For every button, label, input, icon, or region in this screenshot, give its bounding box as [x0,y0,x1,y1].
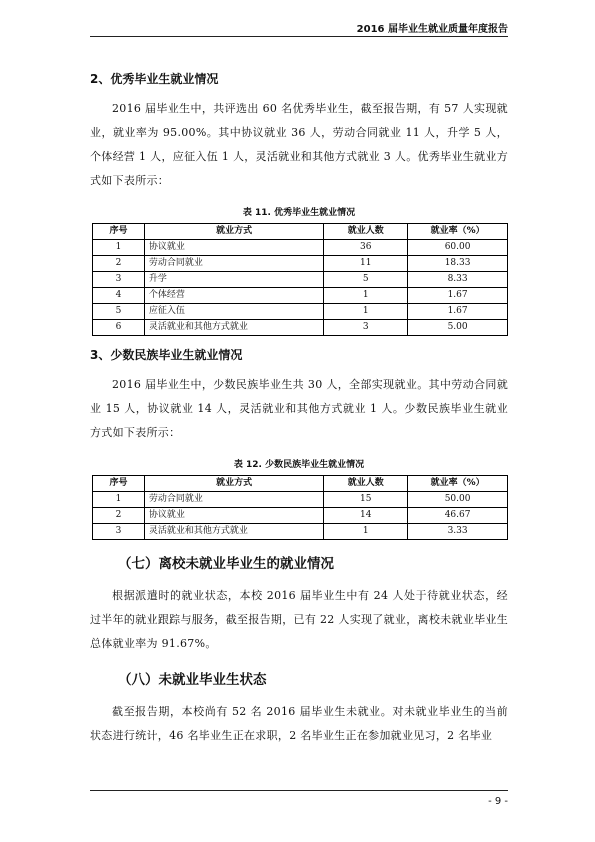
footer-divider [90,790,508,791]
cell-method: 劳动合同就业 [144,492,323,508]
cell-count: 3 [324,320,408,336]
table-11 [92,223,508,336]
cell-rate: 46.67 [408,508,508,524]
cell-method: 协议就业 [144,240,323,256]
cell-index: 3 [93,524,145,540]
cell-count: 14 [324,508,408,524]
report-header-title: 2016 届毕业生就业质量年度报告 [356,24,508,35]
table-row [93,272,508,288]
col-header-rate: 就业率（%） [408,476,508,492]
cell-index: 1 [93,240,145,256]
cell-rate: 1.67 [408,304,508,320]
table-11-caption: 表 11. 优秀毕业生就业情况 [242,208,356,218]
table-12 [92,475,508,540]
table-row [93,240,508,256]
minority-section-paragraph: 2016 届毕业生中，少数民族毕业生共 30 人，全部实现就业。其中劳动合同就业 15 人，协议就业 14 人，灵活就业和其他方式就业 1 人。少数民族毕业生就业方式如下表所示： [90,378,508,439]
table-12-caption: 表 12. 少数民族毕业生就业情况 [233,460,365,470]
cell-method: 升学 [144,272,323,288]
cell-count: 1 [324,304,408,320]
cell-rate: 60.00 [408,240,508,256]
minority-section-heading: 3、少数民族毕业生就业情况 [90,348,243,362]
col-header-index: 序号 [93,476,145,492]
cell-index: 1 [93,492,145,508]
col-header-method: 就业方式 [144,476,323,492]
table-row [93,288,508,304]
cell-index: 6 [93,320,145,336]
cell-method: 灵活就业和其他方式就业 [144,320,323,336]
table-row [93,320,508,336]
cell-rate: 1.67 [408,288,508,304]
cell-count: 1 [324,288,408,304]
table-row [93,524,508,540]
cell-method: 个体经营 [144,288,323,304]
section-8-paragraph: 截至报告期，本校尚有 52 名 2016 届毕业生未就业。对未就业毕业生的当前状态进行统计，46 名毕业生正在求职，2 名毕业生正在参加就业见习，2 名毕业 [90,705,508,742]
cell-count: 36 [324,240,408,256]
col-header-count: 就业人数 [324,476,408,492]
header-divider [90,36,508,37]
excellent-section-paragraph: 2016 届毕业生中，共评选出 60 名优秀毕业生，截至报告期，有 57 人实现就业，就业率为 95.00%。其中协议就业 36 人，劳动合同就业 11 人，升学 5 人，个体经营 1 人，应征入伍 1 人，灵活就业和其他方式就业 3 人。优秀毕业生就业方式如下表所示： [90,102,508,187]
cell-rate: 18.33 [408,256,508,272]
cell-index: 2 [93,256,145,272]
table-row [93,508,508,524]
table-header-row [93,224,508,240]
cell-count: 5 [324,272,408,288]
cell-rate: 8.33 [408,272,508,288]
cell-method: 协议就业 [144,508,323,524]
cell-index: 3 [93,272,145,288]
cell-index: 5 [93,304,145,320]
cell-method: 劳动合同就业 [144,256,323,272]
cell-index: 4 [93,288,145,304]
cell-count: 1 [324,524,408,540]
table-row [93,492,508,508]
page-number: - 9 - [488,796,508,807]
table-header-row [93,476,508,492]
table-row [93,304,508,320]
cell-count: 15 [324,492,408,508]
excellent-section-heading: 2、优秀毕业生就业情况 [90,72,219,86]
col-header-count: 就业人数 [324,224,408,240]
page-content [90,70,508,748]
cell-rate: 5.00 [408,320,508,336]
col-header-rate: 就业率（%） [408,224,508,240]
cell-rate: 3.33 [408,524,508,540]
col-header-index: 序号 [93,224,145,240]
cell-count: 11 [324,256,408,272]
section-7-paragraph: 根据派遣时的就业状态，本校 2016 届毕业生中有 24 人处于待就业状态，经过半年的就业跟踪与服务，截至报告期，已有 22 人实现了就业，离校未就业毕业生总体就业率为 91.67%。 [90,589,508,650]
section-8-heading: （八）未就业毕业生状态 [118,672,267,688]
col-header-method: 就业方式 [144,224,323,240]
table-row [93,256,508,272]
cell-index: 2 [93,508,145,524]
cell-rate: 50.00 [408,492,508,508]
cell-method: 应征入伍 [144,304,323,320]
section-7-heading: （七）离校未就业毕业生的就业情况 [118,556,334,572]
cell-method: 灵活就业和其他方式就业 [144,524,323,540]
